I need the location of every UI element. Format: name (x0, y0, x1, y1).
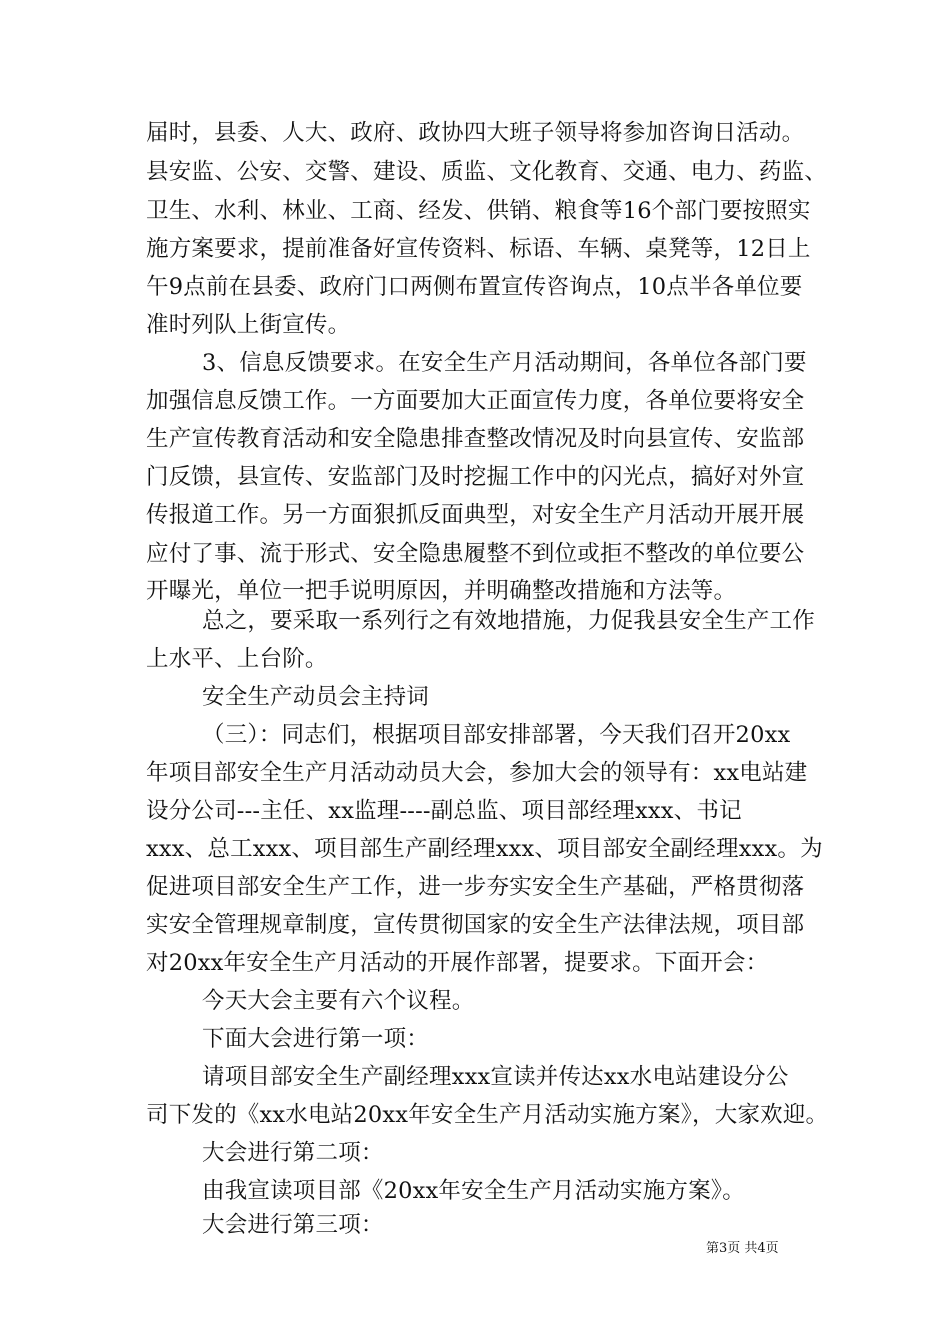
text-line: 届时，县委、人大、政府、政协四大班子领导将参加咨询日活动。 (146, 120, 805, 146)
text-line: xxx、总工xxx、项目部生产副经理xxx、项目部安全副经理xxx。为 (146, 836, 823, 862)
section-heading: 安全生产动员会主持词 (202, 684, 430, 710)
text-line: 生产宣传教育活动和安全隐患排查整改情况及时向县宣传、安监部 (146, 426, 805, 452)
text-line: 传报道工作。另一方面狠抓反面典型，对安全生产月活动开展开展 (146, 502, 805, 528)
text-line: 县安监、公安、交警、建设、质监、文化教育、交通、电力、药监、 (146, 159, 828, 185)
text-line: 今天大会主要有六个议程。 (202, 988, 475, 1014)
text-line: 设分公司---主任、xx监理----副总监、项目部经理xxx、书记 (146, 798, 742, 824)
text-line: 对20xx年安全生产月活动的开展作部署，提要求。下面开会： (146, 950, 769, 976)
text-line: 3、信息反馈要求。在安全生产月活动期间，各单位各部门要 (202, 350, 807, 376)
text-line: 施方案要求，提前准备好宣传资料、标语、车辆、桌凳等，12日上 (146, 236, 811, 262)
text-line: 午9点前在县委、政府门口两侧布置宣传咨询点，10点半各单位要 (146, 274, 803, 300)
text-line: 卫生、水利、林业、工商、经发、供销、粮食等16个部门要按照实 (146, 198, 811, 224)
text-line: 大会进行第二项： (202, 1140, 384, 1166)
text-line: 司下发的《xx水电站20xx年安全生产月活动实施方案》，大家欢迎。 (146, 1102, 829, 1128)
text-line: 促进项目部安全生产工作，进一步夯实安全生产基础，严格贯彻落 (146, 874, 805, 900)
text-line: 上水平、上台阶。 (146, 646, 328, 672)
text-line: 加强信息反馈工作。一方面要加大正面宣传力度，各单位要将安全 (146, 388, 805, 414)
text-line: 由我宣读项目部《20xx年安全生产月活动实施方案》。 (202, 1178, 745, 1204)
text-line: 请项目部安全生产副经理xxx宣读并传达xx水电站建设分公 (202, 1064, 789, 1090)
text-line: 门反馈，县宣传、安监部门及时挖掘工作中的闪光点，搞好对外宣 (146, 464, 805, 490)
text-line: 总之，要采取一系列行之有效地措施，力促我县安全生产工作 (202, 608, 815, 634)
page-number: 第3页 共4页 (706, 1241, 779, 1256)
text-line: 实安全管理规章制度，宣传贯彻国家的安全生产法律法规，项目部 (146, 912, 805, 938)
text-line: 准时列队上街宣传。 (146, 312, 351, 338)
text-line: 大会进行第三项： (202, 1212, 384, 1238)
text-line: 开曝光，单位一把手说明原因，并明确整改措施和方法等。 (146, 578, 737, 604)
text-line: 应付了事、流于形式、安全隐患履整不到位或拒不整改的单位要公 (146, 541, 805, 567)
text-line: （三）：同志们，根据项目部安排部署，今天我们召开20xx (202, 722, 791, 748)
text-line: 下面大会进行第一项： (202, 1026, 430, 1052)
text-line: 年项目部安全生产月活动动员大会，参加大会的领导有：xx电站建 (146, 760, 808, 786)
